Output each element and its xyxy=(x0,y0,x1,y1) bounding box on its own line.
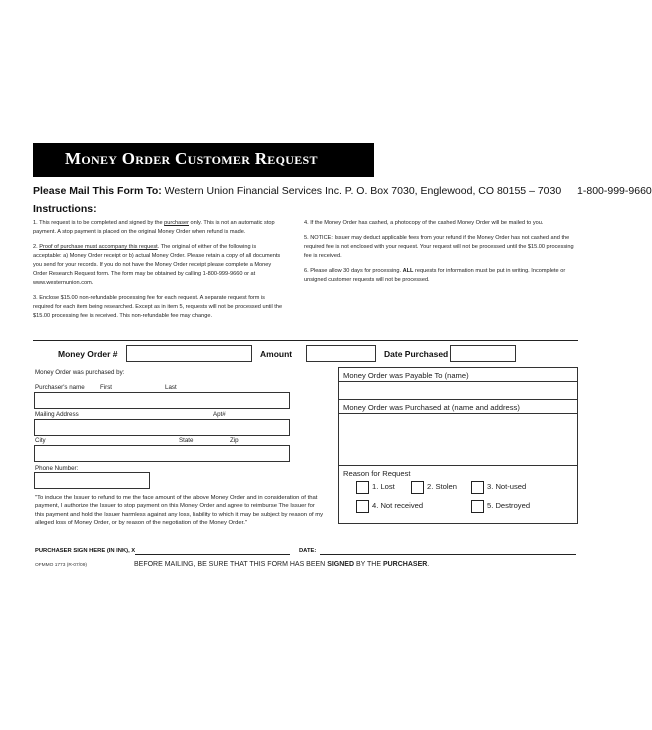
purchased-at-label: Money Order was Purchased at (name and address) xyxy=(343,403,520,412)
mail-phone: 1-800-999-9660 xyxy=(577,185,652,197)
instruction-item: 6. Please allow 30 days for processing. ALL requests for information must be put in writing. Incomplete or unsigned customer requests will not be processed. xyxy=(304,268,566,283)
lost-option-label: 1. Lost xyxy=(372,482,395,491)
apt-label: Apt# xyxy=(213,411,226,418)
instructions-right xyxy=(304,219,578,285)
mailing-address-label: Mailing Address xyxy=(35,411,79,418)
instruction-item: 5. NOTICE: Issuer may deduct applicable fees from your refund if the Money Order has not cashed and the required fee is not enclosed with your request. Your request will not be processed until the $15.00 processing fee is received. xyxy=(304,235,574,259)
form-code: OFMMO 1773 (R-07/09) xyxy=(35,563,87,568)
instructions-left xyxy=(33,219,285,321)
divider xyxy=(338,399,577,400)
phone-number-field[interactable] xyxy=(34,472,150,489)
instruction-item: 2. Proof of purchase must accompany this request. The original of either of the following is acceptable: a) Money Order receipt or b) actual Money Order. Please retain a copy of all documents you send for your records. If you do not have the Money Order receipt please complete a Money Order Research Request form. The form may be obtained by calling 1-800-999-9660 or at www.westernunion.com. xyxy=(33,244,281,286)
divider xyxy=(33,340,578,341)
money-order-number-label: Money Order # xyxy=(58,349,118,359)
purchased-by-label: Money Order was purchased by: xyxy=(35,369,125,376)
zip-label: Zip xyxy=(230,437,239,444)
mail-to-label: Please Mail This Form To: xyxy=(33,185,162,197)
mailing-address-field[interactable] xyxy=(34,419,290,436)
mail-address: Western Union Financial Services Inc. P. O. Box 7030, Englewood, CO 80155 – 7030 xyxy=(164,185,562,197)
date-purchased-label: Date Purchased xyxy=(384,349,449,359)
first-name-label: First xyxy=(100,384,113,391)
city-label: City xyxy=(35,437,46,444)
amount-field[interactable] xyxy=(306,345,376,362)
instruction-item: 1. This request is to be completed and signed by the purchaser only. This is not an automatic stop payment. A stop payment is placed on the original Money Order when refund is made. xyxy=(33,220,275,235)
refund-authorization-note: "To induce the Issuer to refund to me the face amount of the above Money Order and in consideration of that payment, I authorize the Issuer to stop payment on this Money Order and agree to reimburse The Issuer for this payment and hold the Issuer harmless against any loss, liability to which it may be subject by reason of my alleged loss of Money Order, or by reason of the negotiation of the Money Order." xyxy=(35,495,324,527)
purchaser-name-label: Purchaser's name xyxy=(35,384,85,391)
stolen-checkbox[interactable] xyxy=(411,481,424,494)
reason-label: Reason for Request xyxy=(343,469,411,478)
divider xyxy=(338,465,577,466)
destroyed-option-label: 5. Destroyed xyxy=(487,501,531,510)
destroyed-checkbox[interactable] xyxy=(471,500,484,513)
date-purchased-field[interactable] xyxy=(450,345,516,362)
signature-label: PURCHASER SIGN HERE (IN INK), X xyxy=(35,548,136,554)
instructions-heading: Instructions: xyxy=(33,203,97,215)
signature-line[interactable] xyxy=(135,554,290,555)
purchased-at-field[interactable] xyxy=(338,414,577,464)
mailing-notice: BEFORE MAILING, BE SURE THAT THIS FORM HAS BEEN SIGNED BY THE PURCHASER. xyxy=(134,561,430,568)
not-used-checkbox[interactable] xyxy=(471,481,484,494)
stolen-option-label: 2. Stolen xyxy=(427,482,457,491)
not-received-checkbox[interactable] xyxy=(356,500,369,513)
instruction-item: 4. If the Money Order has cashed, a photocopy of the cashed Money Order will be mailed to you. xyxy=(304,220,544,226)
city-state-zip-field[interactable] xyxy=(34,445,290,462)
title-bar xyxy=(33,143,374,177)
last-name-label: Last xyxy=(165,384,177,391)
amount-label: Amount xyxy=(260,349,293,359)
payable-to-field[interactable] xyxy=(338,382,577,398)
not-used-option-label: 3. Not-used xyxy=(487,482,527,491)
page-title: Money Order Customer Request xyxy=(65,149,318,168)
money-order-number-field[interactable] xyxy=(126,345,252,362)
not-received-option-label: 4. Not received xyxy=(372,501,424,510)
phone-number-label: Phone Number: xyxy=(35,465,79,472)
purchaser-name-field[interactable] xyxy=(34,392,290,409)
date-line[interactable] xyxy=(320,554,576,555)
instruction-item: 3. Enclose $15.00 non-refundable processing fee for each request. A separate request form is required for each item being researched. Except as in item 5, requests will not be processed until the $15.00 processing fee is received. This non-refundable fee may change. xyxy=(33,295,283,319)
payable-to-label: Money Order was Payable To (name) xyxy=(343,371,469,380)
date-label: DATE: xyxy=(299,548,317,554)
state-label: State xyxy=(179,437,194,444)
lost-checkbox[interactable] xyxy=(356,481,369,494)
mail-to-line xyxy=(33,185,652,197)
